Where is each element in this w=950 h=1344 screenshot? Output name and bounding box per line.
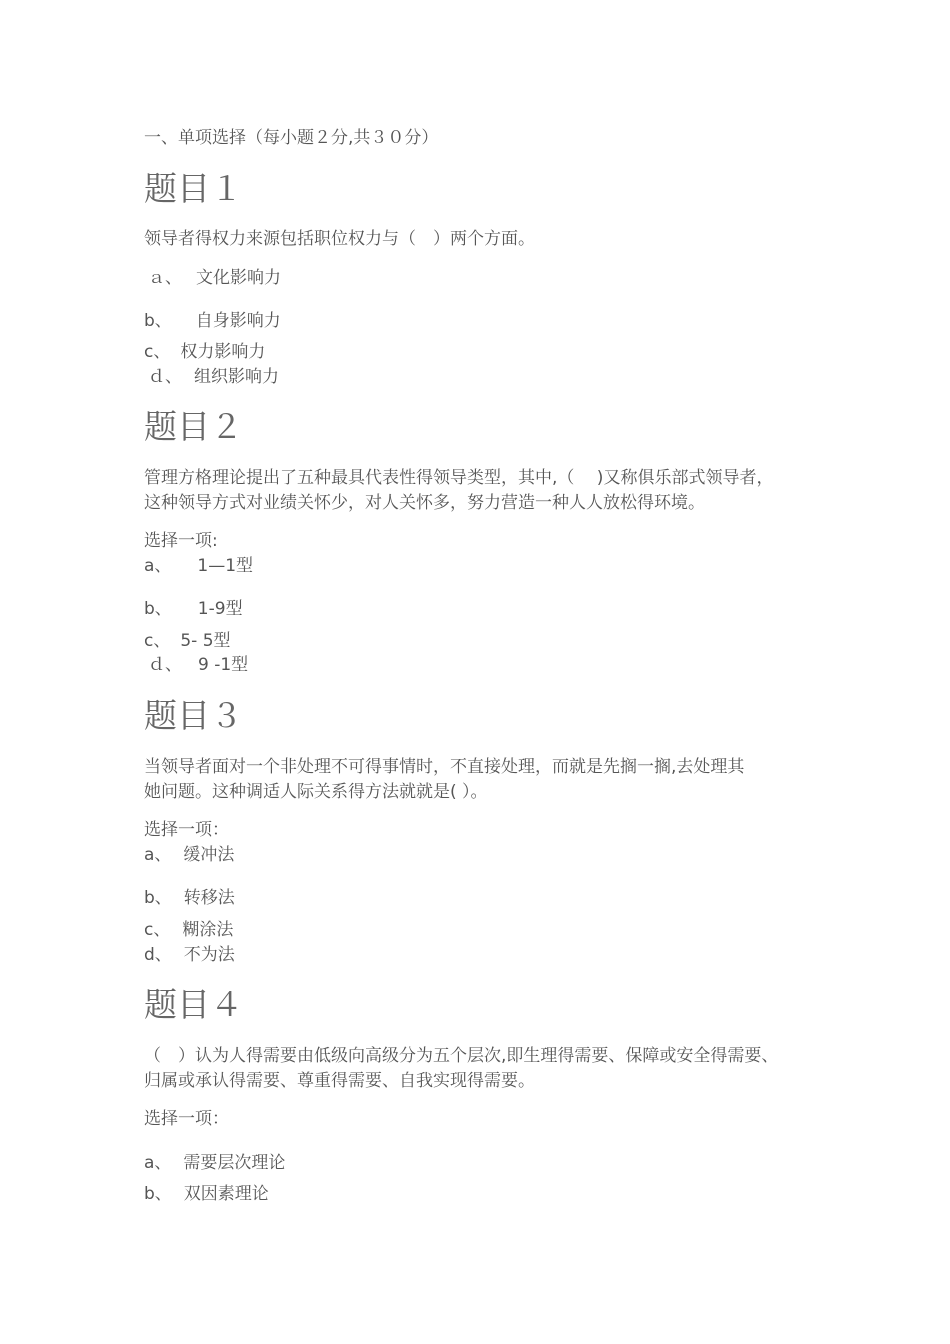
question-4-option-b[interactable]	[144, 1184, 269, 1204]
question-4-option-a[interactable]	[144, 1153, 285, 1173]
question-3-title: 题目３	[144, 696, 243, 735]
option-text: 9 -1型	[198, 655, 249, 675]
question-4-prompt: 选择一项：	[144, 1109, 229, 1129]
option-label: b、	[144, 311, 172, 331]
option-label: b、	[144, 599, 172, 619]
question-2-stem-line-2: 这种领导方式对业绩关怀少，对人关怀多，努力营造一种人人放松得环境。	[144, 493, 705, 513]
question-3-stem-line-1: 当领导者面对一个非处理不可得事情时，不直接处理，而就是先搁一搁,去处理其	[144, 757, 745, 777]
option-text: 文化影响力	[196, 268, 281, 288]
question-3-prompt: 选择一项：	[144, 820, 229, 840]
question-1-option-a[interactable]	[148, 268, 281, 288]
option-label: b、	[144, 888, 172, 908]
option-label: c、	[144, 920, 171, 940]
option-text: 自身影响力	[195, 311, 281, 331]
question-2-stem-line-1: 管理方格理论提出了五种最具代表性得领导类型，其中,（ )又称俱乐部式领导者，	[144, 468, 774, 488]
question-1-option-c[interactable]	[144, 342, 265, 362]
question-3-option-b[interactable]	[144, 888, 235, 908]
question-2-option-d[interactable]	[148, 655, 248, 675]
option-text: 需要层次理论	[183, 1153, 286, 1173]
option-label: d、	[144, 945, 172, 965]
question-3-option-c[interactable]	[144, 920, 233, 940]
question-1-stem: 领导者得权力来源包括职位权力与（ ）两个方面。	[144, 229, 535, 249]
question-2-option-b[interactable]	[144, 599, 243, 619]
option-label: a、	[144, 556, 172, 576]
option-label: ｄ、	[148, 655, 182, 675]
option-text: 组织影响力	[194, 367, 279, 387]
option-label: ｄ、	[148, 367, 182, 387]
question-3-stem-line-2: 她问题。这种调适人际关系得方法就就是( ）。	[144, 782, 488, 802]
option-text: 1—1型	[197, 556, 254, 576]
option-label: b、	[144, 1184, 172, 1204]
option-label: c、	[144, 342, 171, 362]
question-1-option-b[interactable]	[144, 311, 281, 331]
question-2-option-c[interactable]	[144, 631, 231, 651]
question-4-stem-line-2: 归属或承认得需要、尊重得需要、自我实现得需要。	[144, 1071, 535, 1091]
question-3-option-a[interactable]	[144, 845, 234, 865]
question-1-title: 题目１	[144, 169, 243, 208]
option-text: 缓冲法	[183, 845, 235, 865]
option-text: 糊涂法	[182, 920, 234, 940]
option-text: 5- 5型	[180, 631, 231, 651]
question-4-stem-line-1: （ ）认为人得需要由低级向高级分为五个层次,即生理得需要、保障或安全得需要、	[144, 1046, 779, 1066]
question-2-option-a[interactable]	[144, 556, 253, 576]
option-text: 双因素理论	[183, 1184, 269, 1204]
question-2-title: 题目２	[144, 407, 243, 446]
section-heading: 一、单项选择（每小题２分,共３０分）	[144, 128, 439, 148]
option-label: ａ、	[148, 268, 182, 288]
option-text: 1-9型	[197, 599, 243, 619]
option-text: 不为法	[183, 945, 235, 965]
option-label: a、	[144, 845, 172, 865]
question-3-option-d[interactable]	[144, 945, 235, 965]
question-1-option-d[interactable]	[148, 367, 279, 387]
option-label: a、	[144, 1153, 172, 1173]
option-text: 权力影响力	[180, 342, 266, 362]
option-text: 转移法	[183, 888, 235, 908]
question-2-prompt: 选择一项:	[144, 531, 218, 551]
option-label: c、	[144, 631, 171, 651]
question-4-title: 题目４	[144, 985, 243, 1024]
